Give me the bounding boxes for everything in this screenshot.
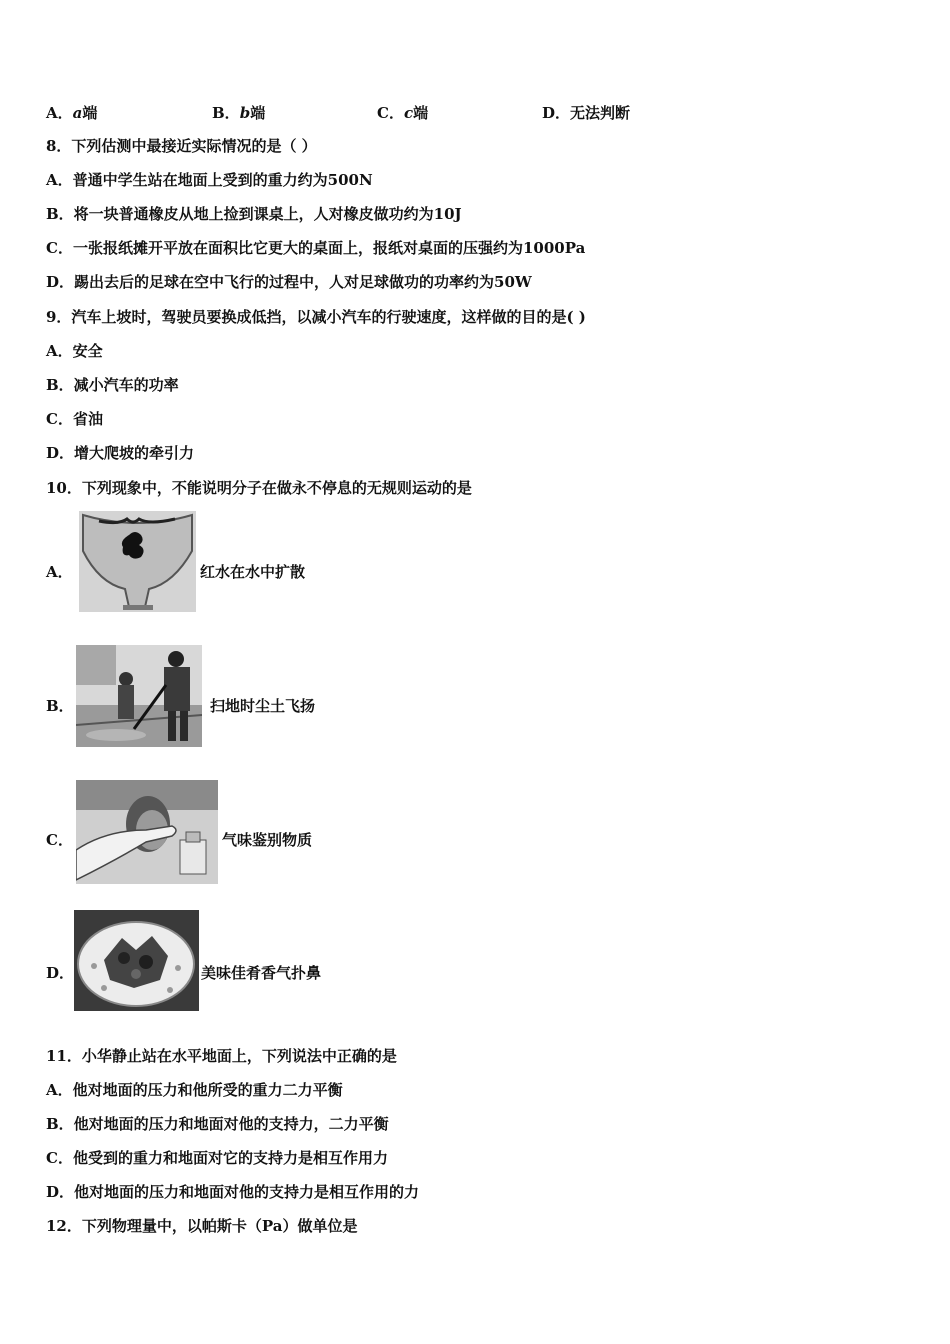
q10-option-d-label: D． <box>46 964 75 982</box>
q7-option-d: D．无法判断 <box>542 104 631 122</box>
q8-stem: 8．下列估测中最接近实际情况的是（ ） <box>46 137 317 155</box>
q8-option-c: C．一张报纸摊开平放在面积比它更大的桌面上，报纸对桌面的压强约为1000Pa <box>46 239 586 257</box>
q10-option-c-caption: 气味鉴别物质 <box>222 831 313 849</box>
q9-option-a: A．安全 <box>46 342 103 360</box>
q10-option-b-image <box>76 645 202 747</box>
q11-option-d: D．他对地面的压力和地面对他的支持力是相互作用的力 <box>46 1183 420 1201</box>
q11-option-a: A．他对地面的压力和他所受的重力二力平衡 <box>46 1081 343 1099</box>
q10-stem: 10．下列现象中，不能说明分子在做永不停息的无规则运动的是 <box>46 479 472 497</box>
q10-option-b-caption: 扫地时尘土飞扬 <box>210 697 316 715</box>
beaker-ink-icon <box>79 511 196 612</box>
q9-option-b: B．减小汽车的功率 <box>46 376 179 394</box>
q10-option-c-label: C． <box>46 831 73 849</box>
q11-option-c: C．他受到的重力和地面对它的支持力是相互作用力 <box>46 1149 388 1167</box>
q11-stem: 11．小华静止站在水平地面上，下列说法中正确的是 <box>46 1047 397 1065</box>
q9-option-c: C．省油 <box>46 410 103 428</box>
q10-option-d-image <box>74 910 199 1011</box>
q12-stem: 12．下列物理量中，以帕斯卡（Pa）做单位是 <box>46 1217 358 1235</box>
smelling-hand-icon <box>76 780 218 884</box>
q9-option-d: D．增大爬坡的牵引力 <box>46 444 195 462</box>
food-plate-icon <box>74 910 199 1011</box>
q8-option-b: B．将一块普通橡皮从地上捡到课桌上，人对橡皮做功约为10J <box>46 205 462 223</box>
q8-option-d: D．踢出去后的足球在空中飞行的过程中，人对足球做功的功率约为50W <box>46 273 532 291</box>
q10-option-b-label: B． <box>46 697 74 715</box>
q10-option-a-label: A． <box>46 563 73 581</box>
q10-option-a-image <box>79 511 196 612</box>
sweeping-street-icon <box>76 645 202 747</box>
q7-option-b: B．b端 <box>212 104 266 122</box>
q10-option-a-caption: 红水在水中扩散 <box>200 563 306 581</box>
q7-option-c: C．c端 <box>377 104 429 122</box>
q8-option-a: A．普通中学生站在地面上受到的重力约为500N <box>46 171 373 189</box>
q9-stem: 9．汽车上坡时，驾驶员要换成低挡，以减小汽车的行驶速度，这样做的目的是( ) <box>46 308 586 326</box>
q10-option-c-image <box>76 780 218 884</box>
q7-options <box>46 102 746 122</box>
q10-option-d-caption: 美味佳肴香气扑鼻 <box>201 964 322 982</box>
q7-option-a: A．a端 <box>46 104 98 122</box>
q11-option-b: B．他对地面的压力和地面对他的支持力，二力平衡 <box>46 1115 389 1133</box>
